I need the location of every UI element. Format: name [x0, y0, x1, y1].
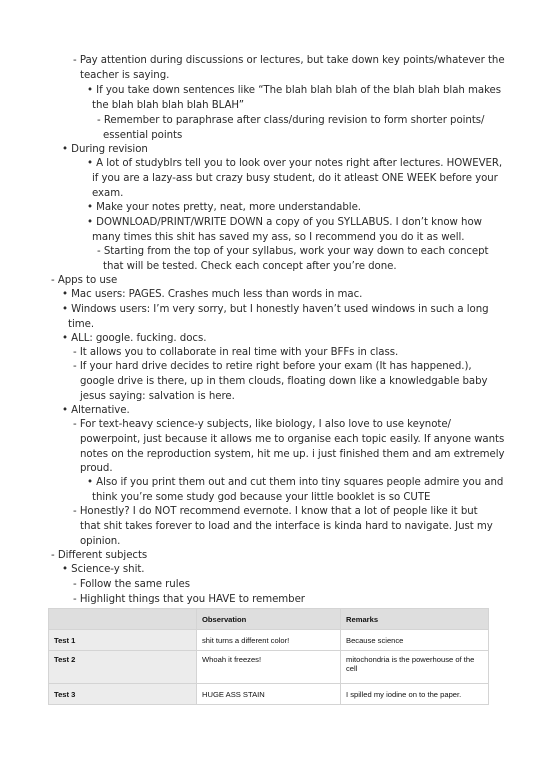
- text-line: • A lot of studyblrs tell you to look over your notes right after lectures. HOWEVER,: [87, 158, 503, 169]
- table-cell: mitochondria is the powerhouse of the cell: [341, 651, 489, 684]
- text-line: opinion.: [80, 536, 121, 547]
- text-line: - Apps to use: [51, 275, 118, 286]
- table-cell: Because science: [341, 630, 489, 651]
- text-line: - For text-heavy science-y subjects, like biology, I also love to use keynote/: [73, 419, 451, 430]
- text-line: • DOWNLOAD/PRINT/WRITE DOWN a copy of you SYLLABUS. I don’t know how: [87, 217, 482, 228]
- text-line: • Also if you print them out and cut them into tiny squares people admire you and: [87, 477, 504, 488]
- text-line: exam.: [92, 188, 124, 199]
- text-line: proud.: [80, 463, 113, 474]
- text-line: • ALL: google. fucking. docs.: [62, 333, 207, 344]
- text-line: • Windows users: I’m very sorry, but I honestly haven’t used windows in such a long: [62, 304, 489, 315]
- text-line: essential points: [103, 130, 183, 141]
- text-line: - Honestly? I do NOT recommend evernote. I know that a lot of people like it but: [73, 506, 478, 517]
- table-row: [49, 684, 489, 705]
- text-line: - Starting from the top of your syllabus, work your way down to each concept: [97, 246, 489, 257]
- text-line: - Follow the same rules: [73, 579, 190, 590]
- table-cell: I spilled my iodine on to the paper.: [341, 684, 489, 705]
- text-line: • Alternative.: [62, 405, 130, 416]
- table-header-cell: Observation: [197, 609, 341, 630]
- text-line: - Remember to paraphrase after class/during revision to form shorter points/: [97, 115, 485, 126]
- text-line: if you are a lazy-ass but crazy busy student, do it atleast ONE WEEK before your: [92, 173, 498, 184]
- text-line: that shit takes forever to load and the interface is kinda hard to navigate. Just my: [80, 521, 493, 532]
- table-cell: Whoah it freezes!: [197, 651, 341, 684]
- text-line: - Different subjects: [51, 550, 148, 561]
- text-line: many times this shit has saved my ass, so I recommend you do it as well.: [92, 232, 465, 243]
- text-line: notes on the reproduction system, hit me up. i just finished them and am extremely: [80, 449, 505, 460]
- row-header-cell: Test 2: [49, 651, 197, 684]
- table-header-cell: [49, 609, 197, 630]
- text-line: - Highlight things that you HAVE to remember: [73, 594, 305, 605]
- observation-table: [48, 608, 489, 705]
- text-line: - It allows you to collaborate in real time with your BFFs in class.: [73, 347, 399, 358]
- table-cell: shit turns a different color!: [197, 630, 341, 651]
- row-header-cell: Test 3: [49, 684, 197, 705]
- table-header-row: [49, 609, 489, 630]
- text-line: teacher is saying.: [80, 70, 170, 81]
- text-line: powerpoint, just because it allows me to organise each topic easily. If anyone wants: [80, 434, 505, 445]
- text-line: the blah blah blah blah BLAH”: [92, 100, 244, 111]
- text-line: time.: [68, 319, 95, 330]
- text-line: • Science-y shit.: [62, 564, 145, 575]
- text-line: that will be tested. Check each concept after you’re done.: [103, 261, 397, 272]
- text-line: • Mac users: PAGES. Crashes much less than words in mac.: [62, 289, 363, 300]
- table-header-cell: Remarks: [341, 609, 489, 630]
- text-line: • During revision: [62, 144, 148, 155]
- text-line: • Make your notes pretty, neat, more understandable.: [87, 202, 361, 213]
- row-header-cell: Test 1: [49, 630, 197, 651]
- text-line: • If you take down sentences like “The blah blah blah of the blah blah blah makes: [87, 85, 502, 96]
- text-line: jesus saying: salvation is here.: [80, 391, 235, 402]
- table-cell: HUGE ASS STAIN: [197, 684, 341, 705]
- table-row: [49, 651, 489, 684]
- text-line: think you’re some study god because your little booklet is so CUTE: [92, 492, 431, 503]
- text-line: - If your hard drive decides to retire right before your exam (It has happened.),: [73, 361, 472, 372]
- text-line: - Pay attention during discussions or lectures, but take down key points/whatever the: [73, 55, 505, 66]
- text-line: google drive is there, up in them clouds, floating down like a knowledgable baby: [80, 376, 488, 387]
- table-row: [49, 630, 489, 651]
